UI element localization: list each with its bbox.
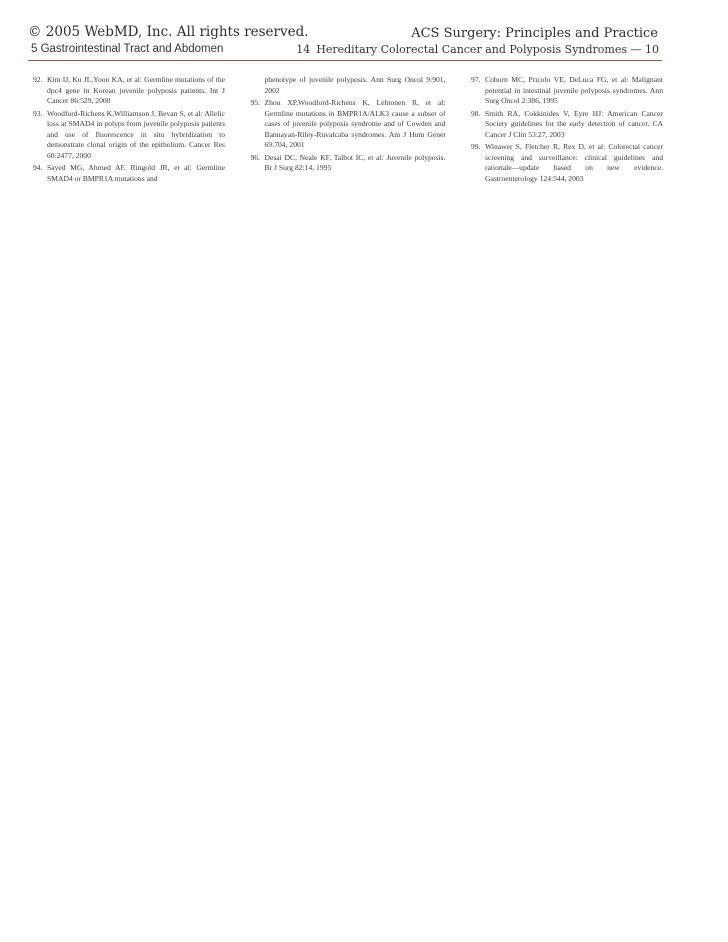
reference-number: 97.: [471, 75, 481, 84]
reference-97: [471, 75, 663, 107]
reference-text: Desai DC, Neale KF, Talbot IC, et al: Juvenile polyposis. Br J Surg 82:14, 1995: [264, 152, 446, 172]
reference-96: [251, 153, 446, 174]
reference-text: Sayed MG, Ahmed AF, Ringold JR, et al: Germline SMAD4 or BMPR1A mutations and: [47, 163, 225, 183]
reference-94: [33, 163, 225, 184]
chapter-title: Hereditary Colorectal Cancer and Polyposis Syndromes — 10: [316, 43, 659, 56]
reference-column-1: [33, 75, 225, 186]
chapter-heading: [296, 43, 659, 56]
reference-number: 95.: [250, 98, 260, 107]
reference-number: [251, 75, 265, 96]
section-title: 5 Gastrointestinal Tract and Abdomen: [31, 43, 224, 55]
references-columns: [33, 75, 663, 186]
reference-text: Coburn MC, Pricolo VE, DeLuca FG, et al: Malignant potential in intestinal juvenile polyposis syndromes. Ann Surg Oncol 2:386, 1995: [485, 75, 663, 105]
reference-text: Kim IJ, Ku JL,Yoon KA, et al: Germline mutations of the dpc4 gene in Korean juvenile polyposis patients. Int J Cancer 86:529, 2000: [47, 75, 225, 105]
reference-number: 96.: [250, 152, 260, 162]
reference-text: Zhou XP,Woodford-Richens K, Lehtonen R, et al: Germline mutations in BMPR1A/ALK3 cause a subset of cases of juvenile polyposis syndrome and of Cowden and Bannayan-Riley-Ruvalcaba syndromes. Am J Hum Genet 69:704, 2001: [264, 98, 446, 149]
reference-number: 99.: [471, 142, 481, 151]
reference-number: 92.: [33, 75, 43, 84]
reference-number: 98.: [471, 108, 481, 118]
reference-94-continued: [251, 75, 446, 96]
reference-number: 93.: [33, 108, 43, 118]
reference-92: [33, 75, 225, 107]
copyright-notice: © 2005 WebMD, Inc. All rights reserved.: [28, 24, 309, 40]
reference-text: Winawer S, Fletcher R, Rex D, et al: Colorectal cancer screening and surveillance: clinical guidelines and rationale—update based on new evidence. Gastroenterology 124:544, 2003: [485, 142, 663, 183]
reference-95: [251, 98, 446, 151]
reference-text: Woodford-Richens K,Williamson J, Bevan S, et al: Allelic loss at SMAD4 in polyps from juvenile polyposis patients and use of fluorescence in situ hybridization to demonstrate clonal origin of the epithelium. Cancer Res 60:2477, 2000: [47, 108, 225, 160]
reference-column-3: [471, 75, 663, 186]
reference-99: [471, 142, 663, 184]
reference-column-2: [251, 75, 446, 186]
reference-number: 94.: [33, 163, 43, 172]
reference-93: [33, 109, 225, 162]
reference-text: Smith RA, Cokkinides V, Eyre HJ: American Cancer Society guidelines for the early detection of cancer. CA Cancer J Clin 53:27, 2003: [485, 108, 663, 139]
page-header: [0, 0, 728, 44]
book-title: ACS Surgery: Principles and Practice: [411, 26, 658, 41]
reference-text: phenotype of juvenile polyposis. Ann Surg Oncol 9:901, 2002: [264, 75, 446, 95]
reference-98: [471, 109, 663, 141]
header-rule: [28, 60, 662, 61]
chapter-number: 14: [296, 43, 311, 56]
